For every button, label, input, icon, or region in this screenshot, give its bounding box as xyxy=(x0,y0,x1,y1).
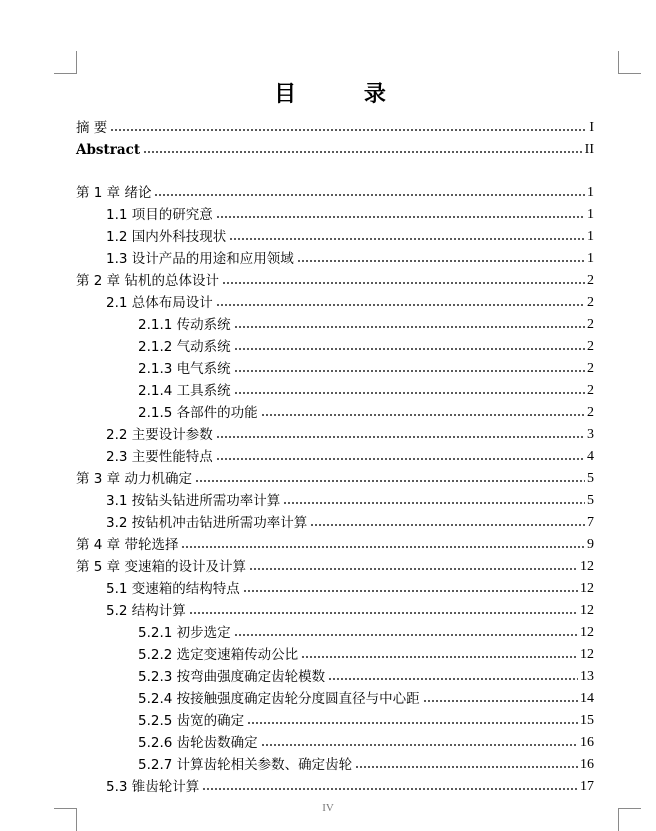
toc-entry-label: 5.2 结构计算 xyxy=(106,603,186,619)
toc-entry[interactable] xyxy=(76,335,594,357)
toc-entry-label: 5.2.6 齿轮齿数确定 xyxy=(138,735,258,751)
toc-entry-label: 2.1 总体布局设计 xyxy=(106,295,213,311)
toc-entry-page-number: 14 xyxy=(580,691,594,706)
toc-entry-label: 5.3 锥齿轮计算 xyxy=(106,779,200,795)
toc-entry[interactable] xyxy=(76,511,594,533)
toc-entry-label: 1.3 设计产品的用途和应用领域 xyxy=(106,251,294,267)
toc-entry-page-number: 2 xyxy=(587,317,594,332)
toc-entry-page-number: 2 xyxy=(587,273,594,288)
toc-entry-page-number: 1 xyxy=(587,185,594,200)
toc-entry-page-number: 12 xyxy=(580,625,594,640)
toc-entry[interactable] xyxy=(76,753,594,775)
toc-dot-leader xyxy=(216,303,585,307)
toc-entry-page-number: 12 xyxy=(580,603,594,618)
toc-dot-leader xyxy=(202,787,578,791)
toc-entry-label: 2.1.5 各部件的功能 xyxy=(138,405,258,421)
page-title: 目 录 xyxy=(274,82,416,107)
toc-dot-leader xyxy=(301,655,578,659)
toc-dot-leader xyxy=(234,325,585,329)
toc-entry-page-number: 5 xyxy=(587,471,594,486)
toc-entry-label: 2.1.3 电气系统 xyxy=(138,361,231,377)
toc-entry-page-number: 5 xyxy=(587,493,594,508)
toc-dot-leader xyxy=(261,413,585,417)
toc-entry-page-number: I xyxy=(589,120,594,135)
table-of-contents xyxy=(76,116,594,797)
toc-entry-page-number: 16 xyxy=(580,735,594,750)
toc-dot-leader xyxy=(216,435,585,439)
toc-dot-leader xyxy=(222,281,585,285)
toc-entry[interactable] xyxy=(76,643,594,665)
toc-dot-leader xyxy=(234,347,585,351)
toc-entry[interactable] xyxy=(76,401,594,423)
toc-entry-page-number: 2 xyxy=(587,405,594,420)
toc-entry[interactable] xyxy=(76,291,594,313)
toc-dot-leader xyxy=(423,699,578,703)
toc-entry[interactable] xyxy=(76,621,594,643)
toc-entry[interactable] xyxy=(76,247,594,269)
toc-entry-page-number: 2 xyxy=(587,361,594,376)
toc-dot-leader xyxy=(297,259,585,263)
toc-entry[interactable] xyxy=(76,423,594,445)
toc-entry-label: Abstract xyxy=(76,142,141,158)
toc-entry[interactable] xyxy=(76,203,594,225)
toc-entry-label: 5.1 变速箱的结构特点 xyxy=(106,581,240,597)
toc-entry[interactable] xyxy=(76,138,594,160)
toc-entry-page-number: 17 xyxy=(580,779,594,794)
toc-entry-page-number: II xyxy=(584,142,594,157)
toc-dot-leader xyxy=(234,391,585,395)
toc-entry-page-number: 3 xyxy=(587,427,594,442)
toc-entry[interactable] xyxy=(76,379,594,401)
toc-entry[interactable] xyxy=(76,181,594,203)
toc-entry[interactable] xyxy=(76,687,594,709)
toc-entry[interactable] xyxy=(76,357,594,379)
toc-entry-page-number: 12 xyxy=(580,647,594,662)
toc-entry[interactable] xyxy=(76,775,594,797)
toc-entry-page-number: 1 xyxy=(587,251,594,266)
toc-dot-leader xyxy=(189,611,578,615)
toc-dot-leader xyxy=(195,479,585,483)
toc-dot-leader xyxy=(283,501,585,505)
toc-entry-page-number: 1 xyxy=(587,207,594,222)
toc-entry-label: 3.2 按钻机冲击钻进所需功率计算 xyxy=(106,515,308,531)
page-corner-mark-top-right xyxy=(618,51,641,74)
toc-entry-label: 2.1.4 工具系统 xyxy=(138,383,231,399)
toc-entry-label: 第 2 章 钻机的总体设计 xyxy=(76,273,219,289)
toc-entry[interactable] xyxy=(76,709,594,731)
toc-entry-page-number: 4 xyxy=(587,449,594,464)
toc-dot-leader xyxy=(234,633,578,637)
toc-entry-page-number: 1 xyxy=(587,229,594,244)
toc-entry-page-number: 16 xyxy=(580,757,594,772)
toc-entry-page-number: 2 xyxy=(587,295,594,310)
toc-entry-label: 5.2.2 选定变速箱传动公比 xyxy=(138,647,299,663)
toc-dot-leader xyxy=(310,523,585,527)
toc-entry-label: 1.1 项目的研究意 xyxy=(106,207,213,223)
toc-entry-label: 摘 要 xyxy=(76,120,108,136)
toc-entry-label: 5.2.4 按接触强度确定齿轮分度圆直径与中心距 xyxy=(138,691,420,707)
toc-entry-page-number: 2 xyxy=(587,339,594,354)
page-number-footer: IV xyxy=(322,802,334,814)
toc-entry[interactable] xyxy=(76,665,594,687)
toc-entry-page-number: 15 xyxy=(580,713,594,728)
toc-entry-label: 2.2 主要设计参数 xyxy=(106,427,213,443)
toc-dot-leader xyxy=(154,193,585,197)
toc-entry[interactable] xyxy=(76,467,594,489)
toc-dot-leader xyxy=(181,545,585,549)
toc-entry[interactable] xyxy=(76,445,594,467)
toc-entry-label: 第 4 章 带轮选择 xyxy=(76,537,179,553)
toc-entry-label: 2.3 主要性能特点 xyxy=(106,449,213,465)
toc-entry-label: 第 5 章 变速箱的设计及计算 xyxy=(76,559,246,575)
toc-dot-leader xyxy=(110,128,586,132)
toc-entry-page-number: 13 xyxy=(580,669,594,684)
toc-dot-leader xyxy=(143,150,583,154)
toc-entry[interactable] xyxy=(76,731,594,753)
toc-entry[interactable] xyxy=(76,489,594,511)
toc-dot-leader xyxy=(234,369,585,373)
toc-entry[interactable] xyxy=(76,116,594,138)
toc-dot-leader xyxy=(216,215,585,219)
toc-entry-label: 3.1 按钻头钻进所需功率计算 xyxy=(106,493,281,509)
toc-dot-leader xyxy=(261,743,578,747)
toc-dot-leader xyxy=(328,677,578,681)
toc-entry-label: 1.2 国内外科技现状 xyxy=(106,229,227,245)
toc-entry-label: 第 1 章 绪论 xyxy=(76,185,152,201)
toc-entry-page-number: 2 xyxy=(587,383,594,398)
toc-dot-leader xyxy=(243,589,578,593)
toc-entry-page-number: 12 xyxy=(580,581,594,596)
toc-entry-page-number: 9 xyxy=(587,537,594,552)
toc-dot-leader xyxy=(249,567,578,571)
toc-entry[interactable] xyxy=(76,313,594,335)
toc-entry-page-number: 12 xyxy=(580,559,594,574)
toc-entry-label: 5.2.3 按弯曲强度确定齿轮模数 xyxy=(138,669,326,685)
toc-entry-label: 5.2.5 齿宽的确定 xyxy=(138,713,245,729)
toc-dot-leader xyxy=(247,721,578,725)
toc-entry-label: 5.2.7 计算齿轮相关参数、确定齿轮 xyxy=(138,757,353,773)
toc-entry[interactable] xyxy=(76,269,594,291)
toc-entry-label: 第 3 章 动力机确定 xyxy=(76,471,192,487)
toc-entry[interactable] xyxy=(76,555,594,577)
toc-entry[interactable] xyxy=(76,225,594,247)
toc-entry[interactable] xyxy=(76,599,594,621)
toc-entry[interactable] xyxy=(76,533,594,555)
toc-entry[interactable] xyxy=(76,577,594,599)
toc-entry-label: 2.1.2 气动系统 xyxy=(138,339,231,355)
toc-entry-label: 2.1.1 传动系统 xyxy=(138,317,231,333)
toc-entry-label: 5.2.1 初步选定 xyxy=(138,625,231,641)
toc-entry-page-number: 7 xyxy=(587,515,594,530)
toc-dot-leader xyxy=(229,237,585,241)
toc-dot-leader xyxy=(355,765,578,769)
toc-dot-leader xyxy=(216,457,585,461)
page-corner-mark-top-left xyxy=(54,51,77,74)
